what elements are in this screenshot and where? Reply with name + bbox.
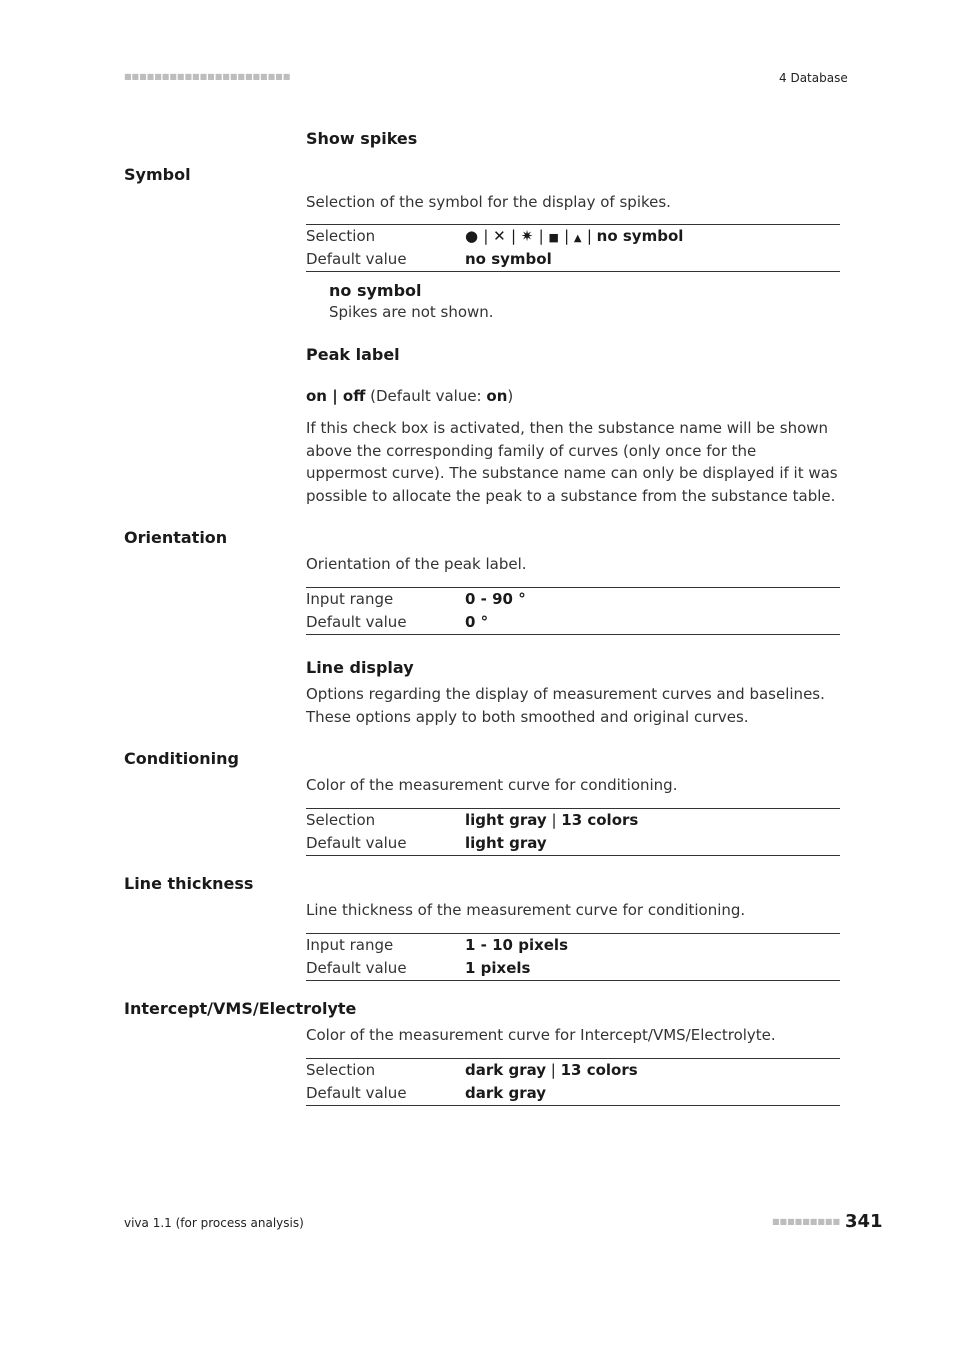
intercept-default-row [306, 1082, 840, 1105]
show-spikes-heading: Show spikes [306, 129, 418, 148]
conditioning-param-table [306, 808, 840, 856]
line-thickness-default-row [306, 957, 840, 980]
selection-label: Selection [306, 811, 376, 829]
default-label: Default value [306, 613, 407, 631]
colors-option: 13 colors [561, 811, 639, 829]
conditioning-selection-value: light gray | 13 colors [465, 811, 639, 829]
intercept-heading: Intercept/VMS/Electrolyte [124, 999, 357, 1018]
line-thickness-param-table [306, 933, 840, 981]
default-label: Default value [306, 834, 407, 852]
peak-label-description: If this check box is activated, then the substance name will be shown above the corresponding family of curves (only once for the uppermost curve). The substance name can only be displayed if it was possible to allocate the peak to a substance from the substance table. [306, 419, 838, 505]
header-decoration: ■■■■■■■■■■■■■■■■■■■■■■ [124, 72, 291, 81]
default-prefix: (Default value: [370, 387, 487, 405]
input-range-label: Input range [306, 590, 394, 608]
no-symbol-title: no symbol [329, 281, 422, 300]
conditioning-description: Color of the measurement curve for conditioning. [306, 776, 678, 794]
orientation-heading: Orientation [124, 528, 228, 547]
default-suffix: ) [507, 387, 514, 405]
intercept-selection-row [306, 1059, 840, 1082]
chapter-title: 4 Database [779, 71, 848, 85]
conditioning-selection-row [306, 809, 840, 832]
peak-label-heading: Peak label [306, 345, 400, 364]
circle-symbol: ● [465, 227, 479, 245]
symbol-param-table [306, 224, 840, 272]
line-display-heading: Line display [306, 658, 414, 677]
footer-product: viva 1.1 (for process analysis) [124, 1216, 304, 1230]
on-off-options: on | off [306, 387, 366, 405]
input-range-label: Input range [306, 936, 394, 954]
conditioning-heading: Conditioning [124, 749, 239, 768]
orientation-range-row [306, 588, 840, 611]
selection-label: Selection [306, 1061, 376, 1079]
intercept-selection-value: dark gray | 13 colors [465, 1061, 638, 1079]
triangle-symbol: ▲ [573, 233, 582, 244]
default-label: Default value [306, 1084, 407, 1102]
footer-decoration: ■■■■■■■■■ [772, 1217, 841, 1226]
default-label: Default value [306, 250, 407, 268]
no-symbol-option: no symbol [596, 227, 684, 245]
orientation-default-row [306, 611, 840, 634]
selection-label: Selection [306, 227, 376, 245]
symbol-default-value: no symbol [465, 250, 552, 268]
asterisk-symbol: ✷ [520, 227, 534, 245]
symbol-selection-row [306, 225, 840, 248]
intercept-default-value: dark gray [465, 1084, 547, 1102]
colors-option: 13 colors [560, 1061, 638, 1079]
peak-label-default-line [306, 385, 513, 408]
orientation-range-value: 0 - 90 ° [465, 590, 526, 608]
orientation-description: Orientation of the peak label. [306, 555, 527, 573]
intercept-description: Color of the measurement curve for Intercept/VMS/Electrolyte. [306, 1026, 776, 1044]
symbol-heading: Symbol [124, 165, 191, 184]
default-label: Default value [306, 959, 407, 977]
line-thickness-heading: Line thickness [124, 874, 254, 893]
light-gray-option: light gray [465, 811, 547, 829]
intercept-param-table [306, 1058, 840, 1106]
symbol-description: Selection of the symbol for the display of spikes. [306, 193, 671, 211]
peak-label-default-value: on [486, 387, 508, 405]
cross-symbol: ✕ [493, 227, 506, 245]
orientation-default-value: 0 ° [465, 613, 489, 631]
symbol-selection-value: ● | ✕ | ✷ | ■ | ▲ | no symbol [465, 227, 684, 245]
symbol-default-row [306, 248, 840, 271]
dark-gray-option: dark gray [465, 1061, 547, 1079]
line-thickness-range-row [306, 934, 840, 957]
conditioning-default-value: light gray [465, 834, 547, 852]
line-display-description: Options regarding the display of measurement curves and baselines. These options apply to both smoothed and original curves. [306, 685, 825, 726]
orientation-param-table [306, 587, 840, 635]
line-thickness-description: Line thickness of the measurement curve for conditioning. [306, 901, 746, 919]
no-symbol-description: Spikes are not shown. [329, 303, 494, 321]
line-thickness-range-value: 1 - 10 pixels [465, 936, 569, 954]
line-thickness-default-value: 1 pixels [465, 959, 531, 977]
conditioning-default-row [306, 832, 840, 855]
square-symbol: ■ [548, 231, 559, 244]
page-number: 341 [845, 1211, 883, 1232]
